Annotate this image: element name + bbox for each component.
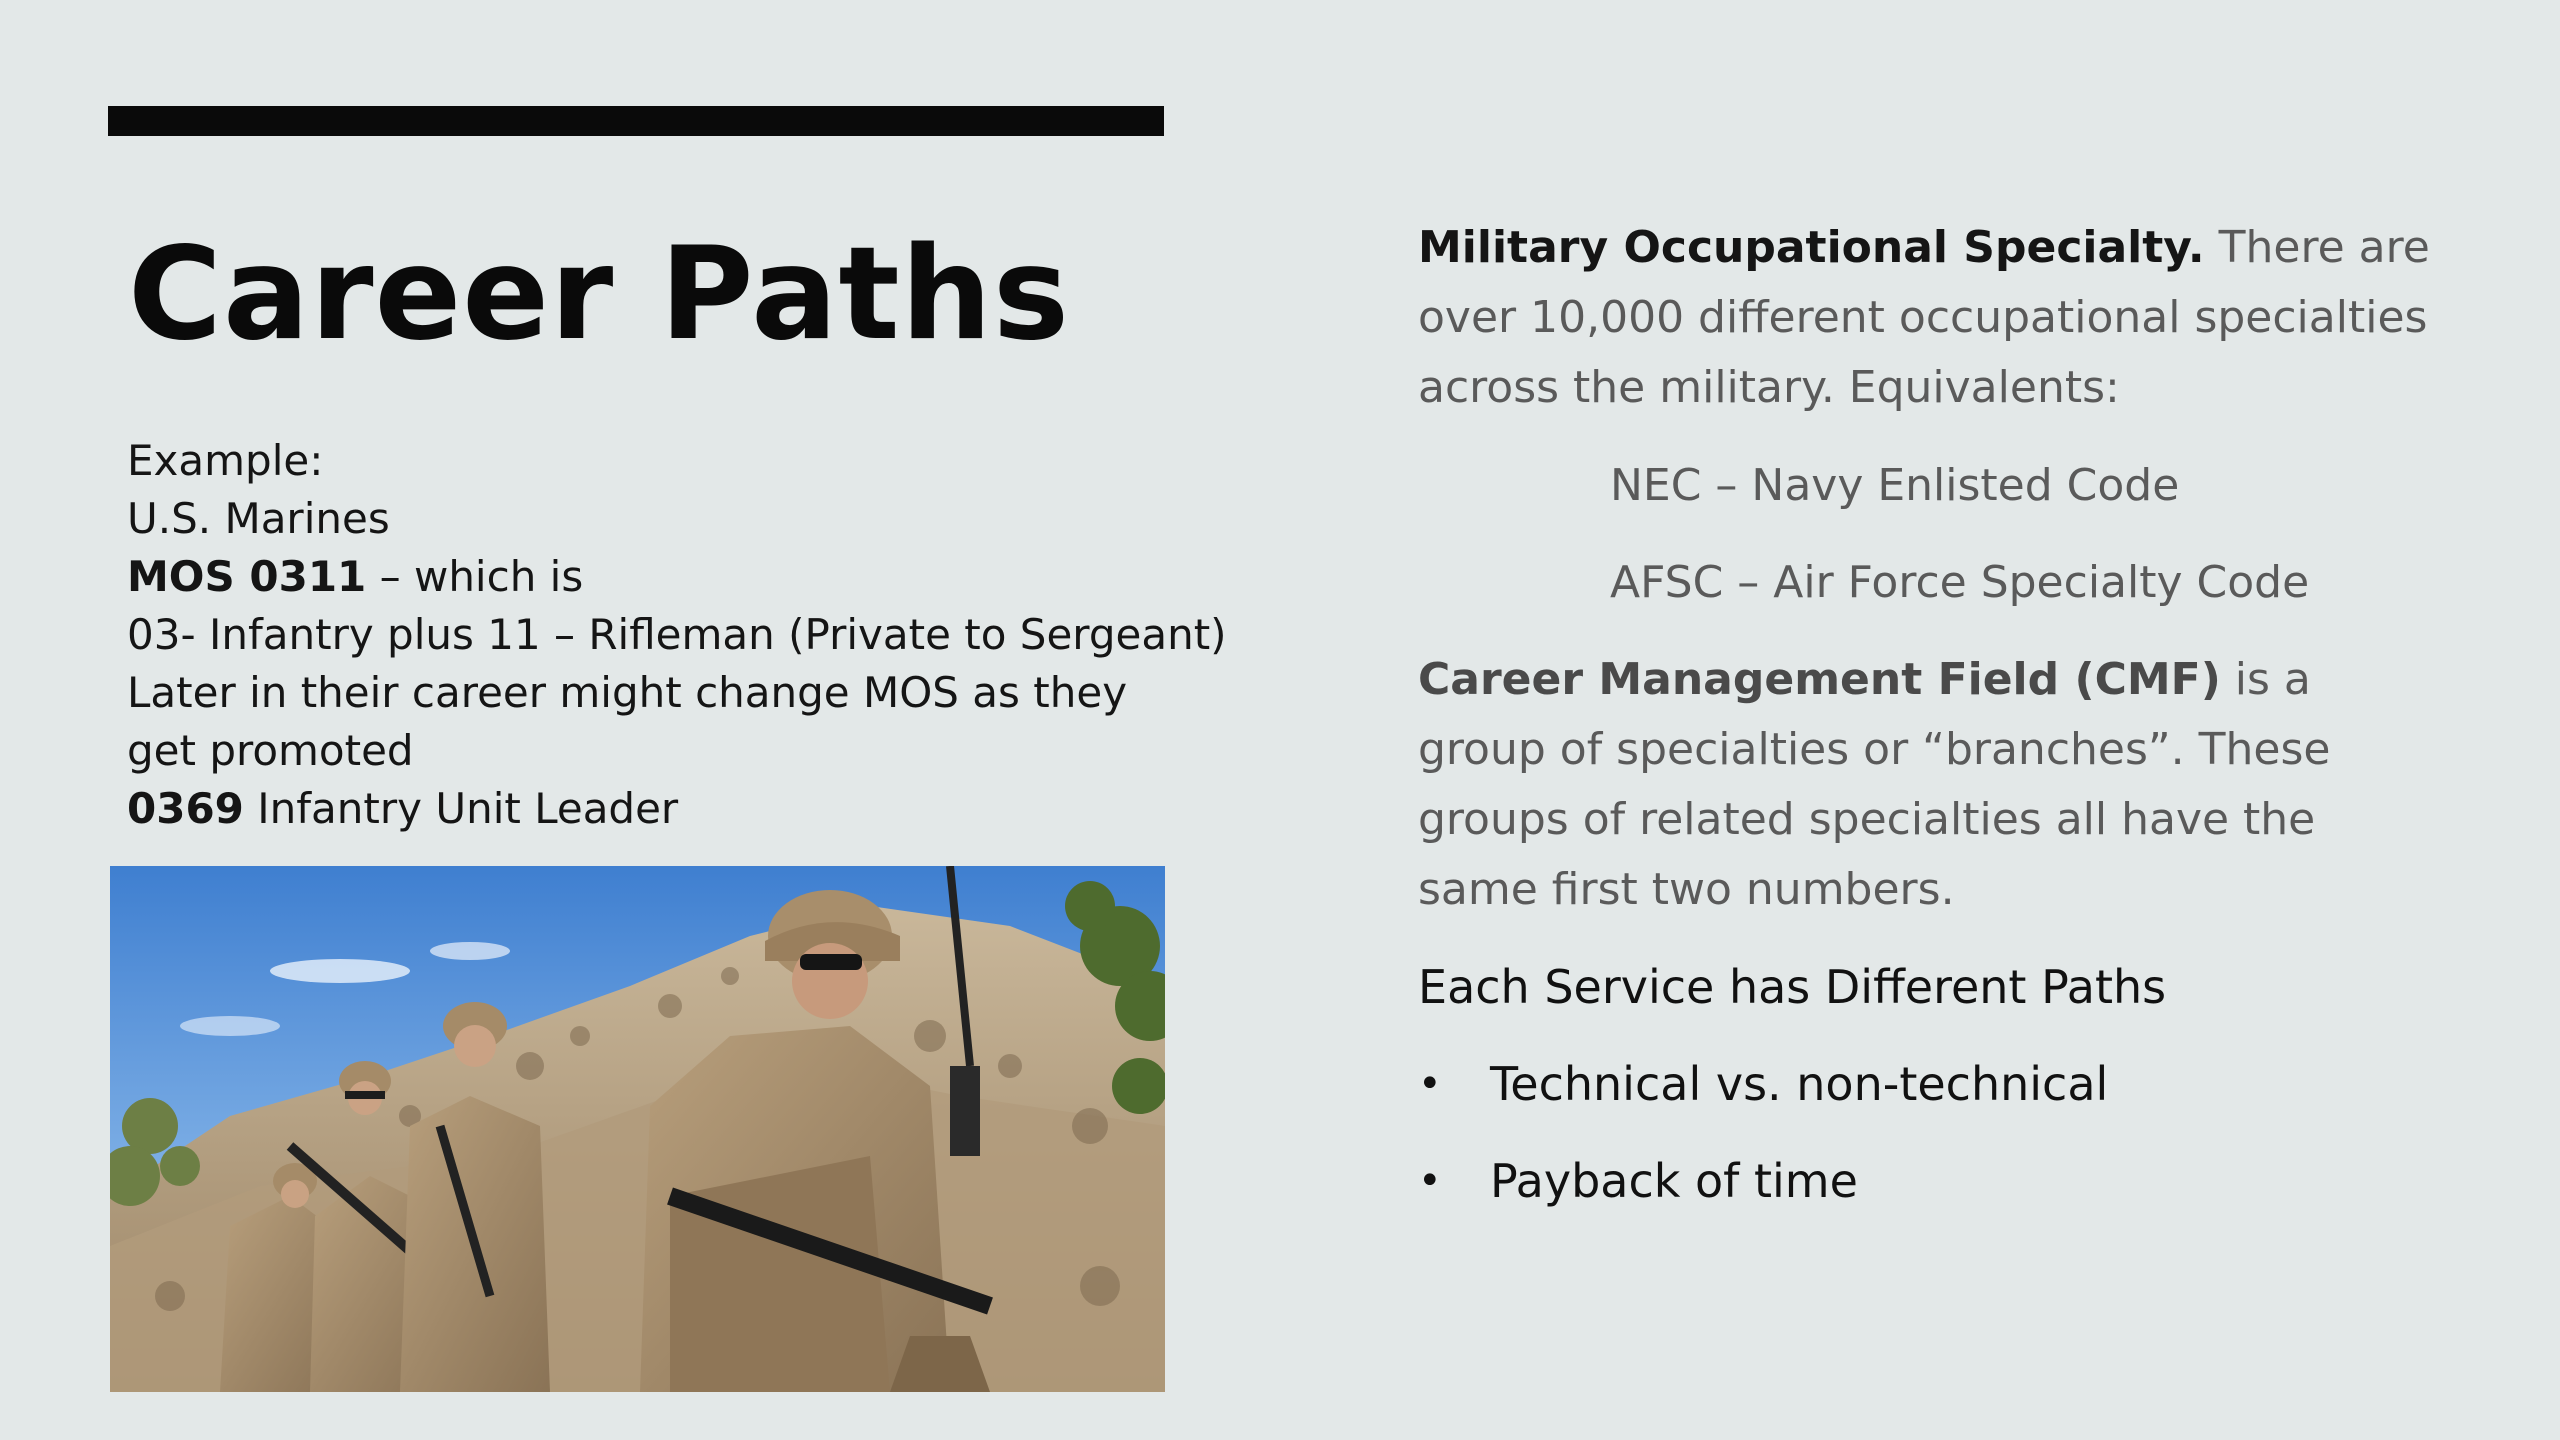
mos-term: Military Occupational Specialty. xyxy=(1418,222,2205,273)
later-mos-code: 0369 xyxy=(127,784,244,833)
example-label: Example: xyxy=(127,436,324,485)
slide-title: Career Paths xyxy=(128,220,1070,369)
mos-description: There are over 10,000 different occupational specialties across the military. Equivalents: xyxy=(1418,222,2430,413)
bullet-icon: • xyxy=(1418,1158,1442,1204)
paths-heading: Each Service has Different Paths xyxy=(1418,960,2167,1014)
mos-line xyxy=(127,548,1187,606)
bullet-text: Technical vs. non-technical xyxy=(1490,1057,2109,1111)
equivalent-nec: NEC – Navy Enlisted Code xyxy=(1610,460,2180,511)
bullet-icon: • xyxy=(1418,1061,1442,1107)
marines-photo-illustration xyxy=(110,866,1165,1392)
marines-photo xyxy=(110,866,1165,1392)
cmf-paragraph xyxy=(1418,645,2448,925)
mos-code: MOS 0311 xyxy=(127,552,367,601)
mos-paragraph xyxy=(1418,213,2448,423)
title-accent-bar xyxy=(108,106,1164,136)
bullet-item xyxy=(1418,1146,2448,1216)
cmf-description: is a group of specialties or “branches”. These groups of related specialties all have the same first two numbers. xyxy=(1418,654,2331,915)
example-text-block xyxy=(127,432,1227,838)
mos-line-rest: – which is xyxy=(366,552,584,601)
equivalent-afsc: AFSC – Air Force Specialty Code xyxy=(1610,557,2310,608)
mos-breakdown: 03- Infantry plus 11 – Rifleman (Private to Sergeant) xyxy=(127,610,1227,659)
later-mos-title: Infantry Unit Leader xyxy=(243,784,679,833)
service-name: U.S. Marines xyxy=(127,494,390,543)
bullet-text: Payback of time xyxy=(1490,1154,1858,1208)
later-mos-line xyxy=(127,780,1187,838)
cmf-term: Career Management Field (CMF) xyxy=(1418,654,2221,705)
career-change-note: Later in their career might change MOS as they get promoted xyxy=(127,668,1128,775)
bullet-item xyxy=(1418,1049,2448,1119)
mos-explanation xyxy=(1418,213,2448,1216)
